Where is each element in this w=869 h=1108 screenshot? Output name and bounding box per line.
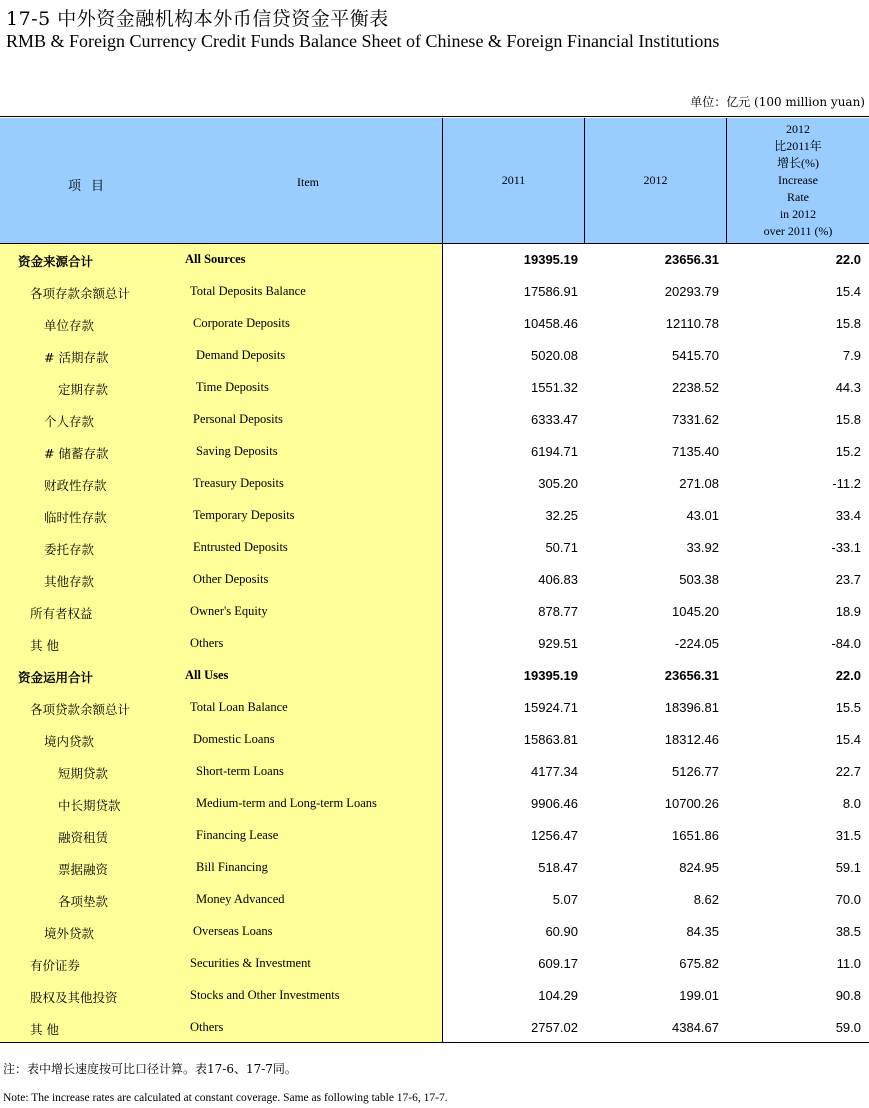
value-2011: 19395.19: [523, 668, 578, 683]
page-title-en: RMB & Foreign Currency Credit Funds Balance Sheet of Chinese & Foreign Financial Institutions: [6, 31, 720, 51]
table-row: [0, 884, 869, 916]
value-2011: 15924.71: [523, 700, 578, 715]
table-row: [0, 980, 869, 1012]
value-2012: 4384.67: [672, 1020, 719, 1035]
item-name-en: Demand Deposits: [196, 348, 286, 362]
header-rate-line: in 2012: [779, 207, 817, 221]
table-bottom-rule: [0, 1042, 869, 1043]
item-name-en: Total Deposits Balance: [190, 284, 306, 298]
value-2011: 1551.32: [531, 380, 578, 395]
item-name-cn: 境内贷款: [44, 734, 95, 749]
item-name-en: Overseas Loans: [193, 924, 273, 938]
value-2012: 84.35: [686, 924, 719, 939]
item-name-en: Other Deposits: [193, 572, 269, 586]
value-2012: 7135.40: [672, 444, 719, 459]
value-2012: 7331.62: [672, 412, 719, 427]
item-name-cn: 各项存款余额总计: [30, 286, 131, 301]
item-name-cn: 财政性存款: [44, 478, 107, 493]
value-2011: 305.20: [538, 476, 578, 491]
table-row: [0, 404, 869, 436]
value-increase-rate: 8.0: [842, 796, 861, 811]
table-row: [0, 788, 869, 820]
value-2012: 20293.79: [664, 284, 719, 299]
item-name-en: Temporary Deposits: [193, 508, 295, 522]
item-name-cn: 临时性存款: [44, 510, 107, 525]
value-2011: 406.83: [538, 572, 578, 587]
table-row: [0, 852, 869, 884]
item-name-cn: 其 他: [30, 638, 59, 653]
item-name-en: Time Deposits: [196, 380, 269, 394]
item-name-cn: 资金来源合计: [18, 254, 94, 269]
header-rate-line: over 2011 (%): [763, 224, 833, 238]
table-header: [0, 118, 869, 243]
item-name-cn: 各项贷款余额总计: [30, 702, 131, 717]
item-name-en: Stocks and Other Investments: [190, 988, 340, 1002]
table-row: [0, 532, 869, 564]
item-name-cn: 境外贷款: [44, 926, 95, 941]
item-name-en: Others: [190, 1020, 224, 1034]
value-increase-rate: 15.5: [835, 700, 861, 715]
item-name-cn: 所有者权益: [30, 606, 93, 621]
header-rate-line: Rate: [787, 190, 809, 204]
item-name-cn: 资金运用合计: [18, 670, 94, 685]
item-name-cn: 中长期贷款: [58, 798, 121, 813]
header-2011: 2011: [443, 118, 584, 243]
table-row: [0, 276, 869, 308]
value-2011: 9906.46: [531, 796, 578, 811]
value-2011: 10458.46: [523, 316, 578, 331]
header-rate-line: 2012: [786, 122, 810, 136]
table-row: [0, 948, 869, 980]
value-2012: 18312.46: [664, 732, 719, 747]
item-name-en: Securities & Investment: [190, 956, 311, 970]
value-2011: 104.29: [538, 988, 578, 1003]
item-name-en: Medium-term and Long-term Loans: [196, 796, 377, 810]
header-increase-rate: [727, 118, 869, 243]
value-2011: 32.25: [545, 508, 578, 523]
item-name-cn: 定期存款: [58, 382, 109, 397]
table-row: [0, 692, 869, 724]
header-item-cell: [0, 118, 442, 243]
value-2012: 1651.86: [672, 828, 719, 843]
item-name-en: Domestic Loans: [193, 732, 275, 746]
value-2012: 271.08: [679, 476, 719, 491]
value-2011: 609.17: [538, 956, 578, 971]
item-name-en: Corporate Deposits: [193, 316, 290, 330]
value-2012: 824.95: [679, 860, 719, 875]
table-row: [0, 468, 869, 500]
value-increase-rate: 38.5: [835, 924, 861, 939]
item-name-cn: 票据融资: [58, 862, 109, 877]
value-2012: 199.01: [679, 988, 719, 1003]
value-2012: 23656.31: [664, 668, 719, 683]
value-2012: 23656.31: [664, 252, 719, 267]
item-name-en: Short-term Loans: [196, 764, 284, 778]
column-divider-3: [726, 118, 727, 243]
table-row: [0, 820, 869, 852]
table-row: [0, 596, 869, 628]
item-name-cn: 其 他: [30, 1022, 59, 1037]
table-row: [0, 500, 869, 532]
table-row: [0, 564, 869, 596]
header-item-en: Item: [297, 175, 319, 189]
value-increase-rate: 15.2: [835, 444, 861, 459]
value-2011: 518.47: [538, 860, 578, 875]
item-name-cn: 短期贷款: [58, 766, 109, 781]
column-divider-2: [584, 118, 585, 243]
note-cn: 注：表中增长速度按可比口径计算。表17-6、17-7同。: [3, 1062, 297, 1076]
item-name-cn: # 活期存款: [44, 350, 109, 365]
value-increase-rate: 59.1: [835, 860, 861, 875]
value-2012: 43.01: [686, 508, 719, 523]
item-name-en: Entrusted Deposits: [193, 540, 288, 554]
table-row: [0, 724, 869, 756]
item-name-cn: 个人存款: [44, 414, 95, 429]
value-2012: 503.38: [679, 572, 719, 587]
value-increase-rate: 70.0: [835, 892, 861, 907]
value-2011: 5020.08: [531, 348, 578, 363]
item-name-cn: 各项垫款: [58, 894, 109, 909]
item-name-en: All Uses: [185, 668, 229, 682]
header-item-cn: 项目: [68, 178, 115, 193]
value-2011: 6333.47: [531, 412, 578, 427]
value-2012: 8.62: [693, 892, 719, 907]
value-increase-rate: -11.2: [832, 476, 861, 491]
item-name-cn: 其他存款: [44, 574, 95, 589]
item-name-cn: 股权及其他投资: [30, 990, 118, 1005]
unit-label: 单位：亿元 (100 million yuan): [690, 95, 865, 109]
value-increase-rate: 11.0: [836, 956, 861, 971]
item-name-en: Bill Financing: [196, 860, 268, 874]
value-2012: 18396.81: [664, 700, 719, 715]
header-rate-line: 比2011年: [774, 139, 822, 153]
value-increase-rate: 44.3: [835, 380, 861, 395]
value-increase-rate: 31.5: [835, 828, 861, 843]
value-2011: 5.07: [552, 892, 578, 907]
value-increase-rate: 22.0: [835, 252, 861, 267]
value-2012: 2238.52: [672, 380, 719, 395]
item-name-en: Total Loan Balance: [190, 700, 288, 714]
table-row: [0, 244, 869, 276]
table-row: [0, 1012, 869, 1044]
table-row: [0, 436, 869, 468]
item-name-en: Financing Lease: [196, 828, 279, 842]
value-increase-rate: 33.4: [835, 508, 861, 523]
value-2012: 10700.26: [664, 796, 719, 811]
value-2012: 675.82: [679, 956, 719, 971]
value-2011: 2757.02: [531, 1020, 578, 1035]
value-2011: 6194.71: [531, 444, 578, 459]
table-row: [0, 340, 869, 372]
value-increase-rate: 18.9: [835, 604, 861, 619]
value-increase-rate: 15.4: [835, 732, 861, 747]
table-row: [0, 756, 869, 788]
item-name-en: All Sources: [185, 252, 246, 266]
value-increase-rate: -33.1: [831, 540, 861, 555]
value-2012: 12110.78: [665, 316, 719, 331]
value-2011: 60.90: [545, 924, 578, 939]
header-rate-line: Increase: [778, 173, 818, 187]
table-top-rule: [0, 116, 869, 117]
table-row: [0, 628, 869, 660]
table-row: [0, 372, 869, 404]
value-2011: 878.77: [538, 604, 578, 619]
value-2012: 1045.20: [672, 604, 719, 619]
value-2012: -224.05: [674, 636, 719, 651]
value-2012: 33.92: [686, 540, 719, 555]
value-increase-rate: 59.0: [835, 1020, 861, 1035]
item-name-en: Saving Deposits: [196, 444, 278, 458]
value-2011: 1256.47: [531, 828, 578, 843]
value-2012: 5126.77: [672, 764, 719, 779]
value-increase-rate: 90.8: [835, 988, 861, 1003]
value-increase-rate: 15.8: [835, 316, 861, 331]
item-name-cn: 融资租赁: [58, 830, 109, 845]
value-2011: 4177.34: [531, 764, 578, 779]
value-2012: 5415.70: [672, 348, 719, 363]
value-2011: 50.71: [545, 540, 578, 555]
header-2012: 2012: [585, 118, 726, 243]
table-row: [0, 916, 869, 948]
value-increase-rate: 22.0: [835, 668, 861, 683]
item-name-en: Money Advanced: [196, 892, 285, 906]
value-increase-rate: 7.9: [842, 348, 861, 363]
value-increase-rate: -84.0: [831, 636, 861, 651]
item-name-en: Others: [190, 636, 224, 650]
page-title-cn: 17-5 中外资金融机构本外币信贷资金平衡表: [6, 8, 389, 30]
value-increase-rate: 15.8: [835, 412, 861, 427]
item-name-en: Owner's Equity: [190, 604, 268, 618]
table-row: [0, 308, 869, 340]
value-2011: 15863.81: [523, 732, 578, 747]
item-name-cn: 委托存款: [44, 542, 95, 557]
item-name-cn: 单位存款: [44, 318, 95, 333]
value-2011: 929.51: [538, 636, 578, 651]
table-row: [0, 660, 869, 692]
value-increase-rate: 23.7: [835, 572, 861, 587]
item-name-cn: # 储蓄存款: [44, 446, 109, 461]
item-name-en: Personal Deposits: [193, 412, 283, 426]
header-rate-line: 增长(%): [777, 156, 819, 170]
value-2011: 17586.91: [523, 284, 578, 299]
value-increase-rate: 15.4: [835, 284, 861, 299]
item-name-cn: 有价证券: [30, 958, 81, 973]
value-2011: 19395.19: [523, 252, 578, 267]
note-en: Note: The increase rates are calculated at constant coverage. Same as following table 17-6, 17-7.: [3, 1092, 448, 1104]
item-name-en: Treasury Deposits: [193, 476, 284, 490]
value-increase-rate: 22.7: [835, 764, 861, 779]
